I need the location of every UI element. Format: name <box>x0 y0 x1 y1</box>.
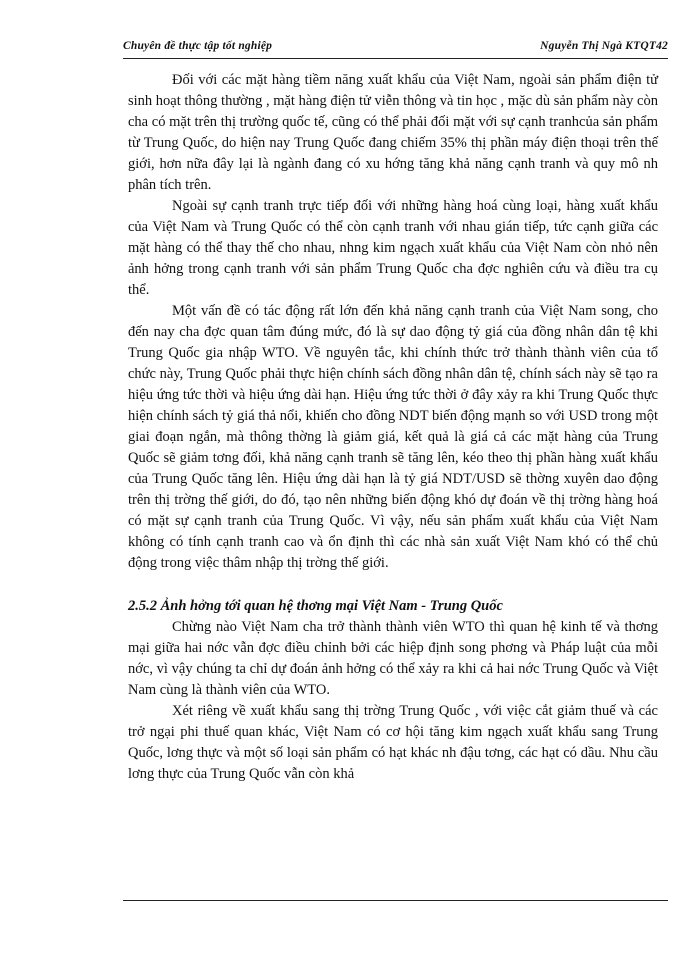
page-header <box>123 38 668 59</box>
section-heading: 2.5.2 Ảnh hởng tới quan hệ thơng mại Việt Nam - Trung Quốc <box>128 598 503 614</box>
header-document-title: Chuyên đề thực tập tốt nghiệp <box>123 40 273 52</box>
document-body <box>128 70 658 785</box>
body-paragraph: Ngoài sự cạnh tranh trực tiếp đối với những hàng hoá cùng loại, hàng xuất khẩu của Việt Nam và Trung Quốc có thể còn cạnh tranh với nhau gián tiếp, tức cạnh giữa các mặt hàng có thể thay thế cho nhau, nhng kim ngạch xuất khẩu của Việt Nam còn nhỏ nên ảnh hởng trong cạnh tranh với sản phẩm Trung Quốc cha đợc nghiên cứu và điều tra cụ thể. <box>128 198 658 298</box>
section-paragraph: Chừng nào Việt Nam cha trở thành thành viên WTO thì quan hệ kinh tế và thơng mại giữa hai nớc vẫn đợc điều chỉnh bởi các hiệp định song phơng và Pháp luật của mỗi nớc, vì vậy chúng ta chỉ dự đoán ảnh hởng có thể xảy ra khi cả hai nớc Trung Quốc và Việt Nam cùng là thành viên của WTO. <box>128 619 658 698</box>
body-paragraph: Đối với các mặt hàng tiềm năng xuất khẩu của Việt Nam, ngoài sản phẩm điện tử sinh hoạt thông thường , mặt hàng điện tử viễn thông và tin học , mặc dù sản phẩm này còn cha có mặt trên thị trường quốc tế, cũng có thể phải đối mặt với sự cạnh tranhcủa sản phẩm từ Trung Quốc, do hiện nay Trung Quốc đang chiếm 35% thị phần máy điện thoại trên thế giới, hơn nữa đây lại là ngành đang có xu hớng tăng khả năng cạnh tranh và quy mô nh phân tích trên. <box>128 72 658 193</box>
body-paragraph: Một vấn đề có tác động rất lớn đến khả năng cạnh tranh của Việt Nam song, cho đến nay cha đợc quan tâm đúng mức, đó là sự dao động tỷ giá của đồng nhân dân tệ khi Trung Quốc gia nhập WTO. Về nguyên tắc, khi chính thức trở thành thành viên của tổ chức này, Trung Quốc phải thực hiện chính sách đồng nhân dân tệ, chính sách này sẽ tạo ra hiệu ứng tức thời và hiệu ứng dài hạn. Hiệu ứng tức thời ở đây xảy ra khi Trung Quốc thực hiện chính sách tỷ giá thả nổi, khiến cho đồng NDT biến động mạnh so với USD trong một giai đoạn ngắn, mà thông thờng là giảm giá, kết quả là giá cả các mặt hàng của Trung Quốc sẽ giảm tơng đối, khả năng cạnh tranh sẽ tăng lên, kéo theo thị phần hàng xuất khẩu của Trung Quốc tăng lên. Hiệu ứng dài hạn là tỷ giá NDT/USD sẽ thờng xuyên dao động trên thị trờng thế giới, do đó, tạo nên những biến động khó dự đoán về thị trờng hàng hoá có mặt sự cạnh tranh của Trung Quốc. Vì vậy, nếu sản phẩm xuất khẩu của Việt Nam không có tính cạnh tranh cao và ổn định thì các nhà sản xuất Việt Nam khó có thể chủ động trong việc thâm nhập thị trờng thế giới. <box>128 303 658 571</box>
footer-rule <box>123 900 668 901</box>
section-paragraph: Xét riêng về xuất khẩu sang thị trờng Trung Quốc , với việc cắt giảm thuế và các trở ngại phi thuế quan khác, Việt Nam có cơ hội tăng kim ngạch xuất khẩu sang Trung Quốc, lơng thực và một số loại sản phẩm có hạt khác nh đậu tơng, các hạt có dầu. Nhu cầu lơng thực của Trung Quốc vẫn còn khả <box>128 703 658 782</box>
header-author: Nguyễn Thị Ngà KTQT42 <box>540 40 668 52</box>
